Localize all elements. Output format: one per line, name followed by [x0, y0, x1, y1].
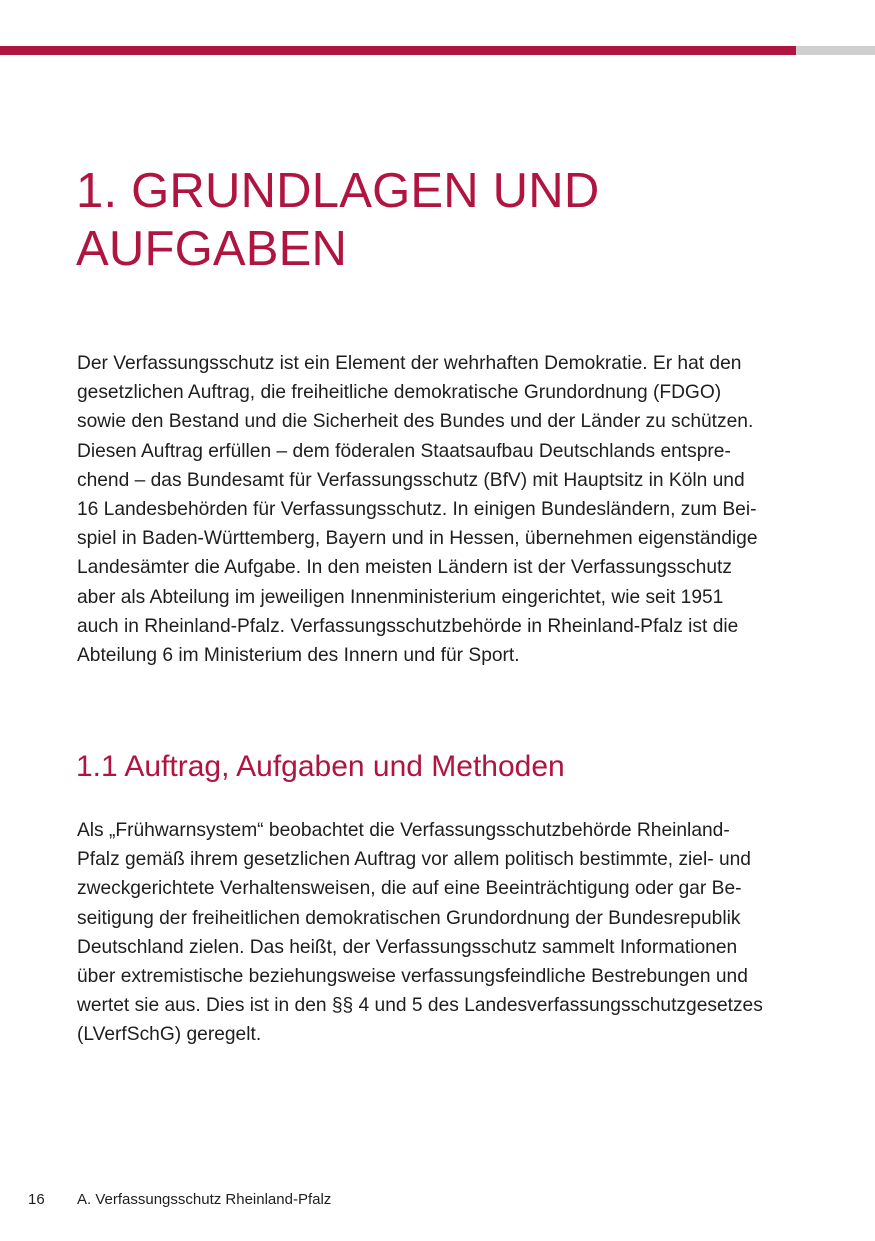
running-title: A. Verfassungsschutz Rheinland-Pfalz	[77, 1191, 332, 1208]
text-line: aber als Abteilung im jeweiligen Innenministerium eingerichtet, wie seit 1951	[77, 586, 724, 608]
chapter-title-line: AUFGABEN	[76, 222, 348, 276]
header-grey-rule	[796, 46, 875, 55]
text-line: Deutschland zielen. Das heißt, der Verfassungsschutz sammelt Informationen	[77, 936, 738, 958]
text-line: Abteilung 6 im Ministerium des Innern und für Sport.	[77, 645, 520, 667]
chapter-title	[76, 162, 716, 278]
text-line: Landesämter die Aufgabe. In den meisten Ländern ist der Verfassungsschutz	[77, 557, 732, 579]
text-line: auch in Rheinland-Pfalz. Verfassungsschutzbehörde in Rheinland-Pfalz ist die	[77, 615, 739, 637]
text-line: Pfalz gemäß ihrem gesetzlichen Auftrag vor allem politisch bestimmte, ziel- und	[77, 849, 751, 871]
text-line: wertet sie aus. Dies ist in den §§ 4 und 5 des Landesverfassungsschutzgesetzes	[77, 995, 763, 1017]
chapter-title-line: 1. GRUNDLAGEN UND	[76, 164, 600, 218]
text-line: Diesen Auftrag erfüllen – dem föderalen Staatsaufbau Deutschlands entspre-	[77, 440, 731, 462]
page-number: 16	[28, 1191, 45, 1208]
text-line: Als „Frühwarnsystem“ beobachtet die Verfassungsschutzbehörde Rheinland-	[77, 820, 730, 841]
text-line: über extremistische beziehungsweise verfassungsfeindliche Bestrebungen und	[77, 966, 748, 988]
text-line: sowie den Bestand und die Sicherheit des Bundes und der Länder zu schützen.	[77, 411, 754, 433]
section-paragraph	[77, 816, 792, 1050]
section-heading: 1.1 Auftrag, Aufgaben und Methoden	[76, 750, 565, 783]
text-line: seitigung der freiheitlichen demokratischen Grundordnung der Bundesrepublik	[77, 907, 741, 929]
text-line: 16 Landesbehörden für Verfassungsschutz. In einigen Bundesländern, zum Bei-	[77, 499, 757, 521]
intro-paragraph	[77, 349, 792, 670]
text-line: Der Verfassungsschutz ist ein Element der wehrhaften Demokratie. Er hat den	[77, 353, 742, 374]
text-line: (LVerfSchG) geregelt.	[77, 1024, 262, 1046]
text-line: zweckgerichtete Verhaltensweisen, die auf eine Beeinträchtigung oder gar Be-	[77, 878, 742, 900]
header-accent-rule	[0, 46, 796, 55]
text-line: chend – das Bundesamt für Verfassungsschutz (BfV) mit Hauptsitz in Köln und	[77, 469, 745, 491]
text-line: spiel in Baden-Württemberg, Bayern und in Hessen, übernehmen eigenständige	[77, 528, 758, 550]
text-line: gesetzlichen Auftrag, die freiheitliche demokratische Grundordnung (FDGO)	[77, 382, 722, 404]
